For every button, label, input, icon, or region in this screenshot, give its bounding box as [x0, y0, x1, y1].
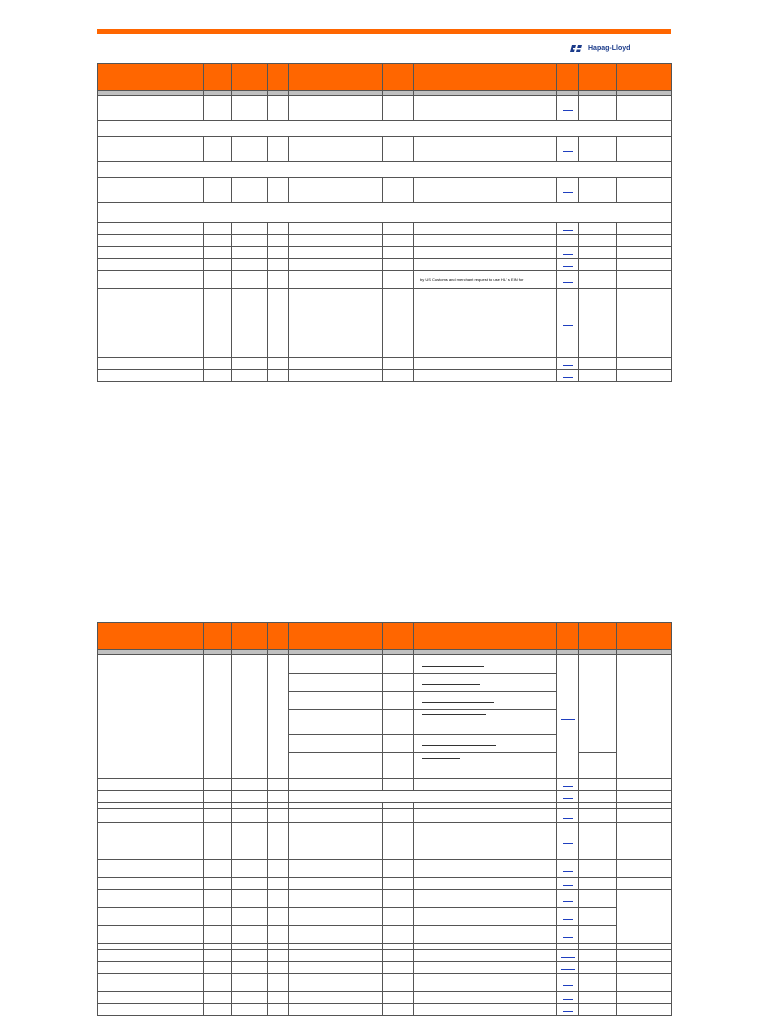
table-row [98, 950, 672, 962]
top-accent-bar [97, 29, 671, 34]
row-link[interactable] [563, 325, 573, 326]
hapag-lloyd-logo-icon [570, 44, 584, 53]
ein-note: by US Customs and merchant request to use HL' s EIN for [414, 271, 557, 289]
row-link[interactable] [563, 985, 573, 986]
row-link[interactable] [563, 919, 573, 920]
row-link[interactable] [563, 937, 573, 938]
row-link[interactable] [563, 901, 573, 902]
section-row [98, 162, 672, 178]
table-row [98, 890, 672, 908]
underlined-text [422, 758, 460, 759]
row-link[interactable] [563, 110, 573, 111]
row-link[interactable] [563, 798, 573, 799]
table-header-row [98, 64, 672, 91]
table-row [98, 926, 672, 944]
row-link[interactable] [563, 786, 573, 787]
row-link[interactable] [563, 999, 573, 1000]
table-row [98, 860, 672, 878]
row-link[interactable] [563, 843, 573, 844]
row-link[interactable] [563, 266, 573, 267]
table-row [98, 1004, 672, 1016]
underlined-text [422, 684, 480, 685]
table-row [98, 235, 672, 247]
table-row [98, 823, 672, 860]
booking-requirements-table-2 [97, 622, 672, 1016]
table-row [98, 962, 672, 974]
row-link[interactable] [563, 192, 573, 193]
booking-requirements-table-1 [97, 63, 672, 382]
table-row [98, 809, 672, 823]
table-row [98, 137, 672, 162]
row-link[interactable] [563, 365, 573, 366]
table-row [98, 370, 672, 382]
row-link[interactable] [563, 377, 573, 378]
table-row [98, 289, 672, 358]
table-row [98, 358, 672, 370]
row-link[interactable] [563, 818, 573, 819]
row-link[interactable] [563, 151, 573, 152]
section-row [98, 121, 672, 137]
table-row [98, 271, 672, 289]
table-row [98, 791, 672, 803]
brand-logo [570, 42, 630, 54]
table-row [98, 247, 672, 259]
row-link[interactable] [561, 957, 575, 958]
row-link[interactable] [561, 969, 575, 970]
brand-name: Hapag-Lloyd [588, 44, 631, 52]
table-row [98, 992, 672, 1004]
table-row [98, 779, 672, 791]
table-row [98, 908, 672, 926]
underlined-text [422, 745, 496, 746]
table-row [98, 655, 672, 674]
underlined-text [422, 666, 484, 667]
underlined-text [422, 702, 494, 703]
table-row [98, 96, 672, 121]
underlined-text [422, 714, 486, 715]
table-row [98, 878, 672, 890]
table-row [98, 259, 672, 271]
row-link[interactable] [563, 282, 573, 283]
table-row [98, 974, 672, 992]
row-link[interactable] [561, 719, 575, 720]
row-link[interactable] [563, 871, 573, 872]
table-row [98, 223, 672, 235]
row-link[interactable] [563, 230, 573, 231]
table-header-row [98, 623, 672, 650]
row-link[interactable] [563, 254, 573, 255]
section-row [98, 203, 672, 223]
table-row [98, 178, 672, 203]
row-link[interactable] [563, 885, 573, 886]
row-link[interactable] [563, 1011, 573, 1012]
